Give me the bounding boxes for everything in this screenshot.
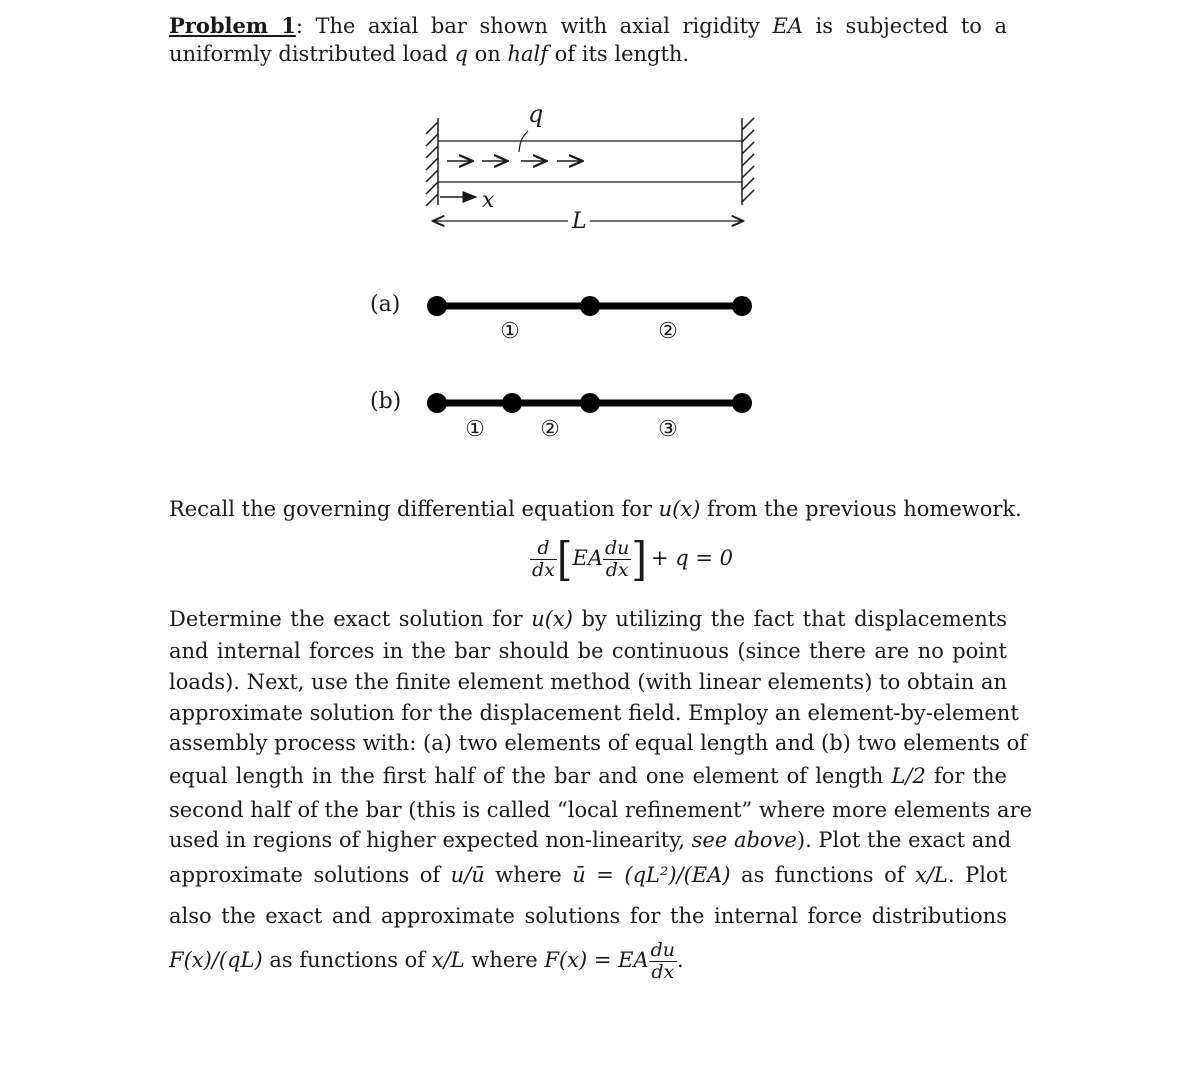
mesh-b-label: (b) — [370, 389, 402, 414]
body-line-5: assembly process with: (a) two elements of equal length and (b) two elements of — [169, 731, 1027, 755]
recall-sentence: Recall the governing differential equation for u(x) from the previous homework. — [169, 497, 1022, 521]
body-line-6: equal length in the first half of the bar and one element of length L/2 for the — [169, 764, 1007, 788]
problem-statement-line-2: uniformly distributed load q on half of its length. — [169, 42, 690, 66]
mesh-b-node — [580, 393, 600, 413]
mesh-a-element-label: ② — [658, 319, 678, 344]
right-wall-support — [742, 118, 754, 205]
problem-statement-line-1: Problem 1: The axial bar shown with axial rigidity EA is subjected to a — [169, 13, 1007, 38]
left-wall-support — [426, 118, 438, 206]
body-line-11: F(x)/(qL) as functions of x/L where F(x) = EA $\frac{du}{dx}$ . — [169, 939, 684, 983]
mesh-a-node — [427, 296, 447, 316]
mesh-b-element-label: ① — [465, 417, 485, 442]
mesh-b-element-label: ③ — [658, 417, 678, 442]
problem-heading: Problem 1 — [169, 13, 296, 38]
bar-figure — [0, 90, 1179, 560]
mesh-b-node — [427, 393, 447, 413]
body-line-2: and internal forces in the bar should be continuous (since there are no point — [169, 639, 1007, 663]
body-line-3: loads). Next, use the finite element method (with linear elements) to obtain an — [169, 670, 1007, 694]
mesh-b-element-label: ② — [540, 417, 560, 442]
mesh-a — [427, 296, 752, 344]
load-label: q — [528, 100, 544, 128]
mesh-a-node — [732, 296, 752, 316]
body-line-9: approximate solutions of u/ū where ū = (qL²)/(EA) as functions of x/L. Plot — [169, 863, 1008, 887]
mesh-a-label: (a) — [370, 292, 401, 317]
body-line-7: second half of the bar (this is called “local refinement” where more elements are — [169, 798, 1033, 822]
mesh-a-node — [580, 296, 600, 316]
body-line-8: used in regions of higher expected non-linearity, see above). Plot the exact and — [169, 828, 1012, 852]
mesh-b — [427, 393, 752, 442]
body-line-1: Determine the exact solution for u(x) by utilizing the fact that displacements — [169, 607, 1008, 631]
length-label: L — [572, 209, 587, 234]
body-line-4: approximate solution for the displacement field. Employ an element-by-element — [169, 701, 1019, 725]
body-line-10: also the exact and approximate solutions for the internal force distributions — [169, 904, 1007, 928]
mesh-a-element-label: ① — [500, 319, 520, 344]
governing-equation: $\frac{d}{dx}$ [EA $\frac{du}{dx}$ ] + q = 0 — [532, 533, 734, 586]
mesh-b-node — [502, 393, 522, 413]
mesh-b-node — [732, 393, 752, 413]
x-label: x — [482, 188, 495, 213]
